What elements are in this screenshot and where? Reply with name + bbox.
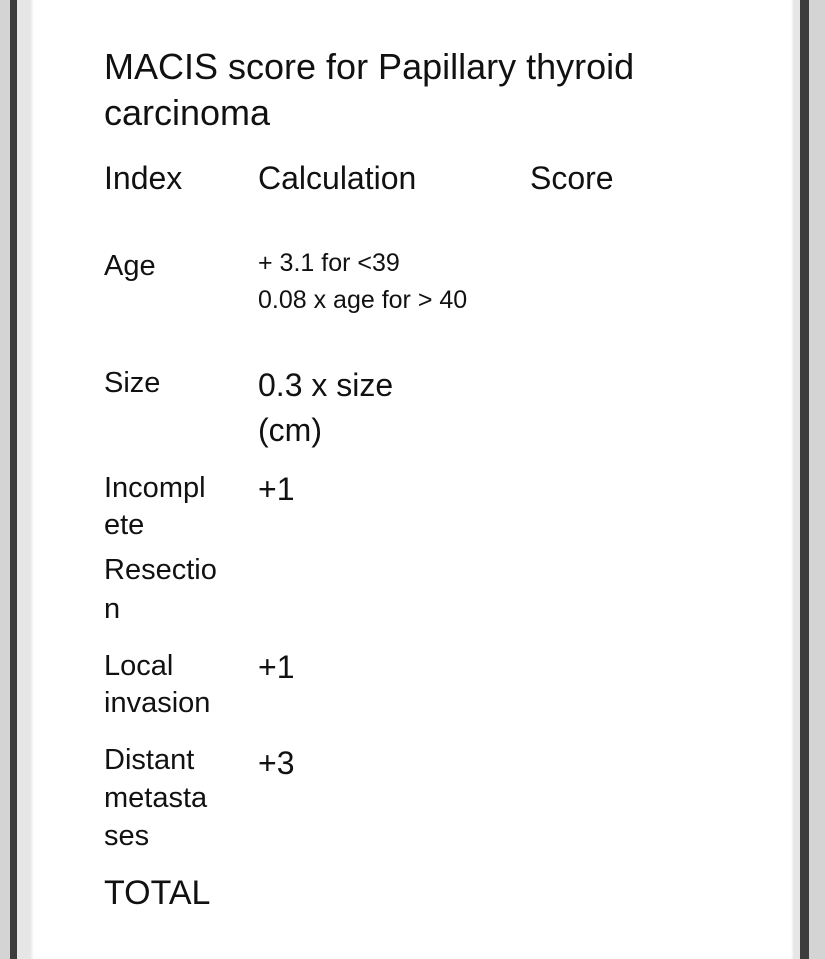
row-resection-index-line-4: n: [104, 593, 121, 625]
row-distant-metastases-index-line-1: Distant: [104, 744, 195, 776]
right-frame-border: [791, 0, 825, 959]
row-distant-metastases-index-line-3: ses: [104, 820, 150, 852]
row-total-index: TOTAL: [104, 874, 211, 912]
row-distant-metastases-index-line-2: metasta: [104, 782, 208, 814]
row-age-index: Age: [104, 250, 156, 282]
row-size-calc-line-2: (cm): [258, 412, 322, 448]
row-age-calc-line-2: 0.08 x age for > 40: [258, 286, 468, 314]
row-local-invasion-index-line-2: invasion: [104, 687, 211, 719]
row-distant-metastases-calc: +3: [258, 745, 295, 781]
row-local-invasion-calc: +1: [258, 649, 295, 685]
row-resection-index-line-2: ete: [104, 509, 145, 541]
header-score: Score: [530, 160, 614, 196]
row-resection-calc: +1: [258, 471, 295, 507]
header-index: Index: [104, 160, 183, 196]
row-age-calc-line-1: + 3.1 for <39: [258, 249, 400, 277]
header-calculation: Calculation: [258, 160, 417, 196]
left-frame-border: [0, 0, 34, 959]
row-size-calc-line-1: 0.3 x size: [258, 367, 394, 403]
row-resection-index-line-3: Resectio: [104, 554, 217, 586]
document-card: [34, 0, 791, 959]
row-local-invasion-index-line-1: Local: [104, 650, 174, 682]
row-size-index: Size: [104, 367, 161, 399]
row-resection-index-line-1: Incompl: [104, 472, 206, 504]
page-title: MACIS score for Papillary thyroid carcinoma: [104, 46, 635, 133]
